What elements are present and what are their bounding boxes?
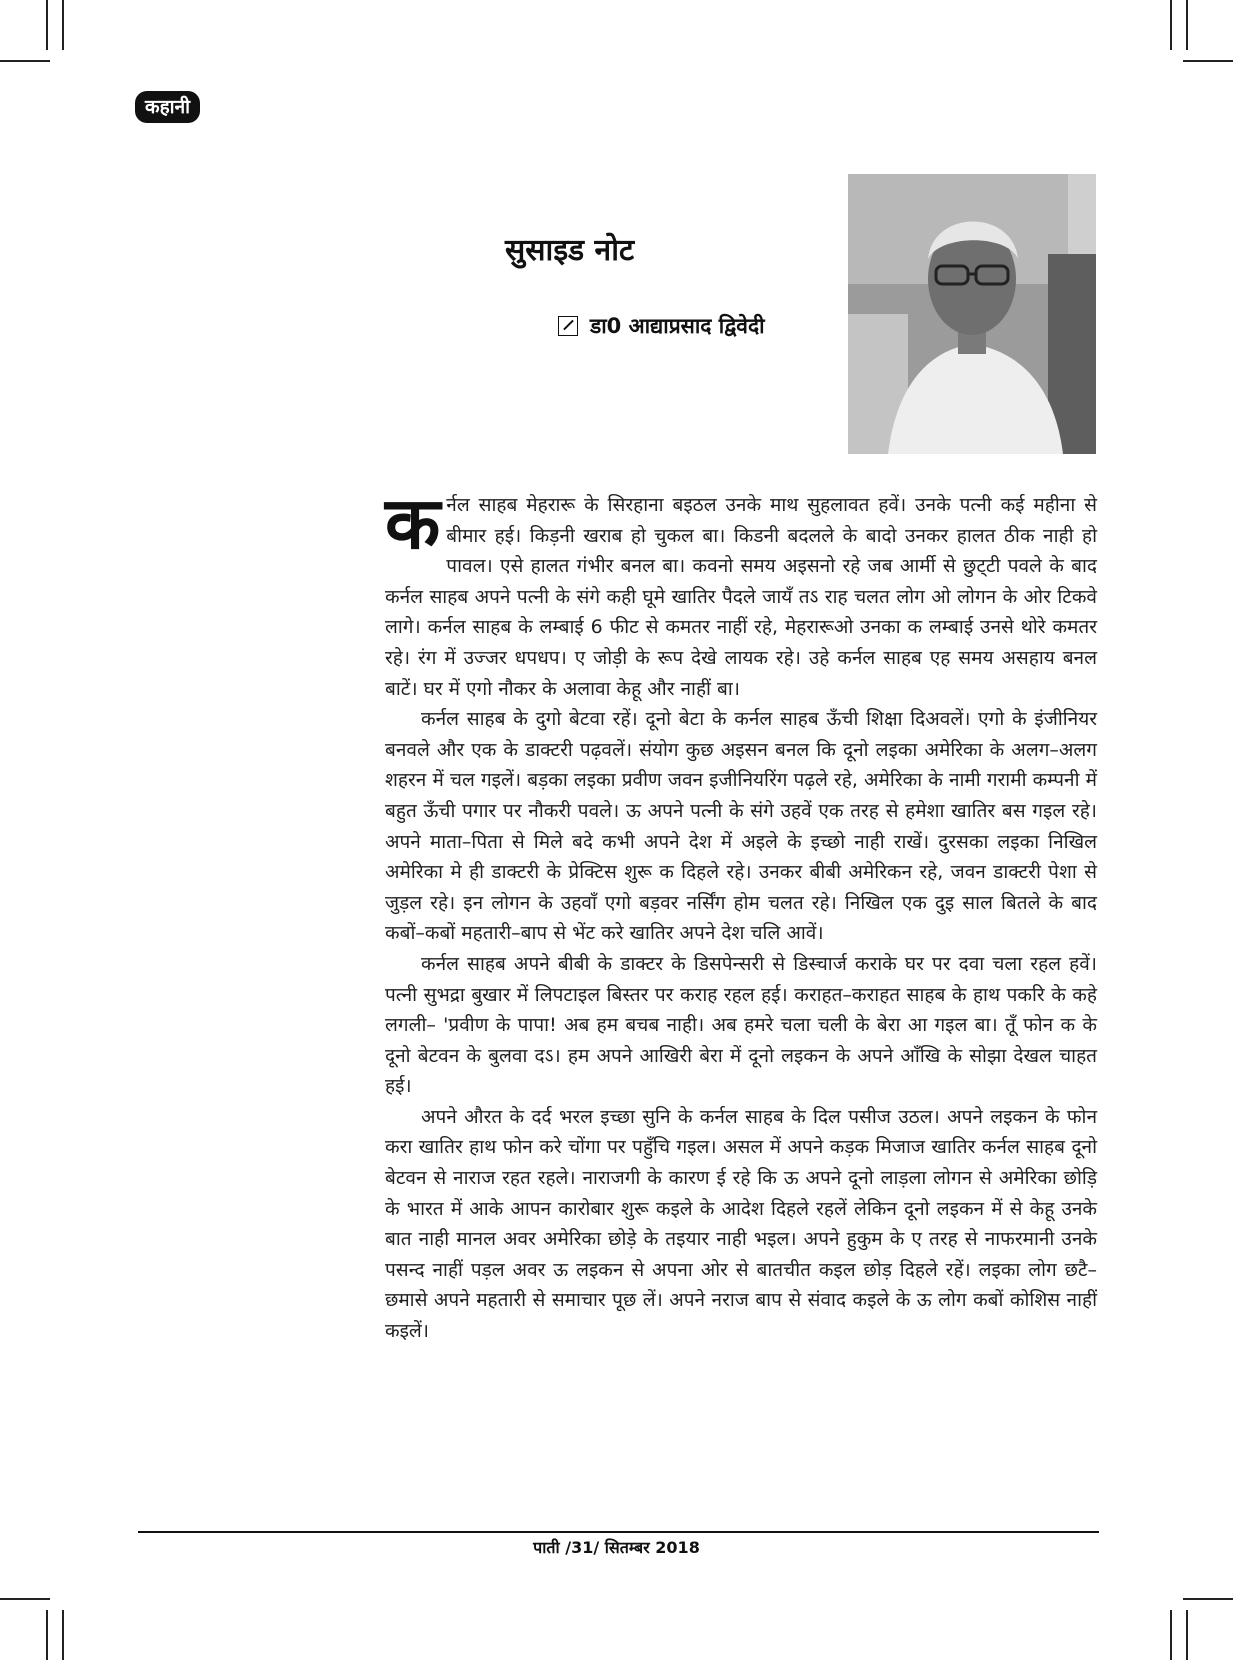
drop-cap: क [385, 481, 441, 565]
crop-mark-tr-h [1183, 60, 1233, 62]
crop-mark-tl-h [0, 60, 50, 62]
story-body [385, 481, 1098, 1490]
paragraph-2: कर्नल साहब के दुगो बेटवा रहें। दूनो बेटा के कर्नल साहब ऊँची शिक्षा दिअवलें। एगो के इंजीनियर बनवले और एक के डाक्टरी पढ़वलें। संयोग कुछ अइसन बनल कि दूनो लइका अमेरिका के अलग–अलग शहरन में चल गइलें। बड़का लइका प्रवीण जवन इजीनियरिंग पढ़ले रहे, अमेरिका के नामी गरामी कम्पनी में बहुत ऊँची पगार पर नौकरी पवले। ऊ अपने पत्नी के संगे उहवें एक तरह से हमेशा खातिर बस गइल रहे। अपने माता–पिता से मिले बदे कभी अपने देश में अइले के इच्छो नाही राखें। दुरसका लइका निखिल अमेरिका मे ही डाक्टरी के प्रेक्टिस शुरू क दिहले रहे। उनकर बीबी अमेरिकन रहे, जवन डाक्टरी पेशा से जुड़ल रहे। इन लोगन के उहवाँ एगो बड़वर नर्सिंग होम चलत रहे। निखिल एक दुइ साल बितले के बाद कबों–कबों महतारी–बाप से भेंट करे खातिर अपने देश चलि आवें। [385, 708, 1098, 945]
crop-mark-tl-v2 [62, 0, 64, 50]
paragraph-1-text: र्नल साहब मेहरारू के सिरहाना बइठल उनके माथ सुहलावत हवें। उनके पत्नी कई महीना से बीमार हई। किड़नी खराब हो चुकल बा। किडनी बदलले के बादो उनकर हालत ठीक नाही हो पावल। एसे हालत गंभीर बनल बा। कवनो समय अइसनो रहे जब आर्मी से छुट्‌टी पवले के बाद कर्नल साहब अपने पत्नी के संगे कही घूमे खातिर पैदले जायँ तऽ राह चलत लोग ओ लोगन के ओर टिकवे लागे। कर्नल साहब के लम्बाई 6 फीट से कमतर नाहीं रहे, मेहरारूओ उनका क लम्बाई उनसे थोरे कमतर रहे। रंग में उज्जर धपधप। ए जोड़ी के रूप देखे लायक रहे। उहे कर्नल साहब एह समय असहाय बनल बाटें। घर में एगो नौकर के अलावा केहू और नाहीं बा। [385, 494, 1097, 700]
story-title: सुसाइड नोट [505, 233, 635, 268]
crop-mark-br-v2 [1186, 1610, 1188, 1660]
author-line [558, 312, 765, 340]
crop-mark-br-v1 [1170, 1610, 1172, 1660]
crop-mark-tr-v1 [1170, 0, 1172, 50]
paragraph-3: कर्नल साहब अपने बीबी के डाक्टर के डिसपेन्सरी से डिस्चार्ज कराके घर पर दवा चला रहल हवें। पत्नी सुभद्रा बुखार में लिपटाइल बिस्तर पर कराह रहल हई। कराहत–कराहत साहब के हाथ पकरि के कहे लगली– 'प्रवीण के पापा! अब हम बचब नाही। अब हमरे चला चली के बेरा आ गइल बा। तूँ फोन क के दूनो बेटवन के बुलवा दऽ। हम अपने आखिरी बेरा में दूनो लइकन के अपने आँखि के सोझा देखल चाहत हई। [385, 952, 1097, 1098]
section-tag: कहानी [135, 91, 200, 123]
crop-mark-tr-v2 [1186, 0, 1188, 50]
crop-mark-bl-h [0, 1598, 50, 1600]
pen-icon [558, 316, 578, 336]
crop-mark-bl-v2 [62, 1610, 64, 1660]
page-footer: पाती /31/ सितम्बर 2018 [533, 1538, 700, 1557]
crop-mark-tl-v1 [46, 0, 48, 50]
crop-mark-bl-v1 [46, 1610, 48, 1660]
paragraph-4: अपने औरत के दर्द भरल इच्छा सुनि के कर्नल साहब के दिल पसीज उठल। अपने लइकन के फोन करा खातिर हाथ फोन करे चोंगा पर पहुँचि गइल। असल में अपने कड़क मिजाज खातिर कर्नल साहब दूनो बेटवन से नाराज रहत रहले। नाराजगी के कारण ई रहे कि ऊ अपने दूनो लाड़ला लोगन से अमेरिका छोड़ि के भारत में आके आपन कारोबार शुरू कइले के आदेश दिहले रहलें लेकिन दूनो लइकन में से केहू उनके बात नाही मानल अवर अमेरिका छोड़े के तइयार नाही भइल। अपने हुकुम के ए तरह से नाफरमानी उनके पसन्द नाहीं पड़ल अवर ऊ लइकन से अपना ओर से बातचीत कइल छोड़ दिहले रहें। लइका लोग छटै–छमासे अपने महतारी से समाचार पूछ लें। अपने नराज बाप से संवाद कइले के ऊ लोग कबों कोशिस नाहीं कइलें। [385, 1105, 1097, 1343]
author-portrait-icon [848, 174, 1096, 454]
crop-mark-br-h [1183, 1598, 1233, 1600]
paragraph-1 [385, 481, 1097, 704]
footer-rule [138, 1531, 1099, 1533]
author-photo [848, 174, 1096, 454]
author-name: डा0 आद्याप्रसाद द्विवेदी [590, 314, 765, 338]
